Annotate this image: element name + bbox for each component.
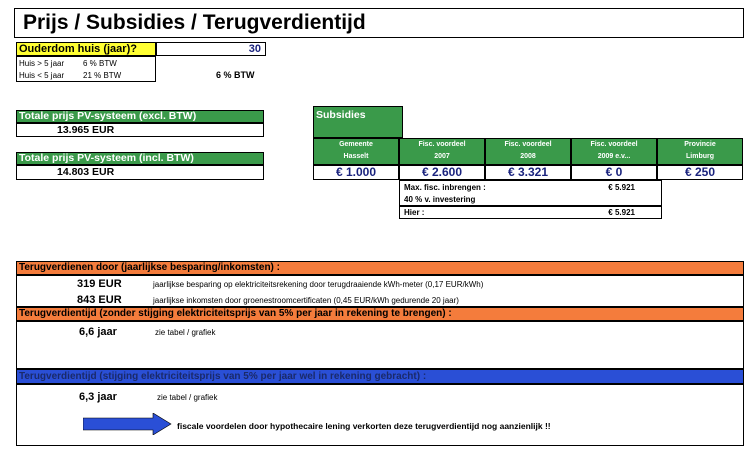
page-title: Prijs / Subsidies / Terugverdientijd [14, 8, 744, 38]
subsidies-header: Subsidies [313, 106, 403, 138]
age-row-label: Huis > 5 jaar [19, 59, 65, 68]
age-rules [16, 56, 156, 82]
increase-value: 6,3 jaar [79, 391, 117, 403]
subsidy-col-l1: Fisc. voordeel [504, 141, 552, 148]
hier-value: € 5.921 [608, 208, 635, 217]
subsidy-value: € 3.321 [485, 165, 571, 180]
age-row-vat: 6 % BTW [83, 59, 117, 68]
subsidy-col-l1: Provincie [684, 141, 716, 148]
max-fisc-label: Max. fisc. inbrengen : [404, 183, 486, 192]
subsidy-col-header [399, 138, 485, 165]
subsidy-table [313, 138, 743, 180]
no-increase-note: zie tabel / grafiek [155, 328, 216, 337]
subsidy-value: € 0 [571, 165, 657, 180]
max-fisc-value: € 5.921 [608, 183, 635, 192]
age-row-vat: 21 % BTW [83, 71, 122, 80]
hier-label: Hier : [404, 208, 425, 217]
subsidy-value: € 1.000 [313, 165, 399, 180]
subsidy-col-header [657, 138, 743, 165]
payback-rows [16, 275, 744, 307]
max-fisc-label: 40 % v. investering [404, 195, 476, 204]
increase-box [16, 384, 744, 446]
subsidy-col-l2: 2009 e.v... [597, 153, 631, 160]
increase-note: zie tabel / grafiek [157, 393, 218, 402]
subsidy-value: € 250 [657, 165, 743, 180]
subsidy-col-l2: Limburg [686, 153, 714, 160]
subsidy-col-header [485, 138, 571, 165]
age-label: Ouderdom huis (jaar)? [16, 42, 156, 56]
age-input[interactable]: 30 [156, 42, 266, 56]
payback-desc: jaarlijkse inkomsten door groenestroomcertificaten (0,45 EUR/kWh gedurende 20 jaar) [153, 296, 459, 305]
subsidy-col-header [571, 138, 657, 165]
max-fisc-box [399, 180, 662, 206]
payback-amount: 319 EUR [77, 278, 122, 290]
subsidy-col-l2: Hasselt [343, 153, 369, 160]
payback-desc: jaarlijkse besparing op elektriciteitsrekening door terugdraaiende kWh-meter (0,17 EUR/kWh) [153, 280, 484, 289]
subsidy-col-l2: 2008 [520, 153, 536, 160]
no-increase-box [16, 321, 744, 369]
payback-amount: 843 EUR [77, 294, 122, 306]
price-excl-value: 13.965 EUR [16, 123, 264, 137]
age-row-label: Huis < 5 jaar [19, 71, 65, 80]
price-incl-value: 14.803 EUR [16, 165, 264, 180]
subsidy-col-l1: Fisc. voordeel [418, 141, 466, 148]
subsidy-col-l1: Gemeente [339, 141, 373, 148]
subsidy-col-l2: 2007 [434, 153, 450, 160]
price-incl-label: Totale prijs PV-systeem (incl. BTW) [16, 152, 264, 165]
no-increase-value: 6,6 jaar [79, 326, 117, 338]
vat-result: 6 % BTW [216, 70, 255, 80]
price-excl-label: Totale prijs PV-systeem (excl. BTW) [16, 110, 264, 123]
hier-box [399, 206, 662, 219]
subsidy-value: € 2.600 [399, 165, 485, 180]
subsidy-col-header [313, 138, 399, 165]
payback-header: Terugverdienen door (jaarlijkse besparing/inkomsten) : [16, 261, 744, 275]
arrow-right-icon [83, 413, 173, 435]
increase-header: Terugverdientijd (stijging elektriciteitsprijs van 5% per jaar wel in rekening gebracht) : [16, 369, 744, 384]
no-increase-header: Terugverdientijd (zonder stijging elektriciteitsprijs van 5% per jaar in rekening te brengen) : [16, 307, 744, 321]
arrow-note: fiscale voordelen door hypothecaire lening verkorten deze terugverdientijd nog aanzienlijk !! [177, 421, 551, 431]
subsidy-col-l1: Fisc. voordeel [590, 141, 638, 148]
